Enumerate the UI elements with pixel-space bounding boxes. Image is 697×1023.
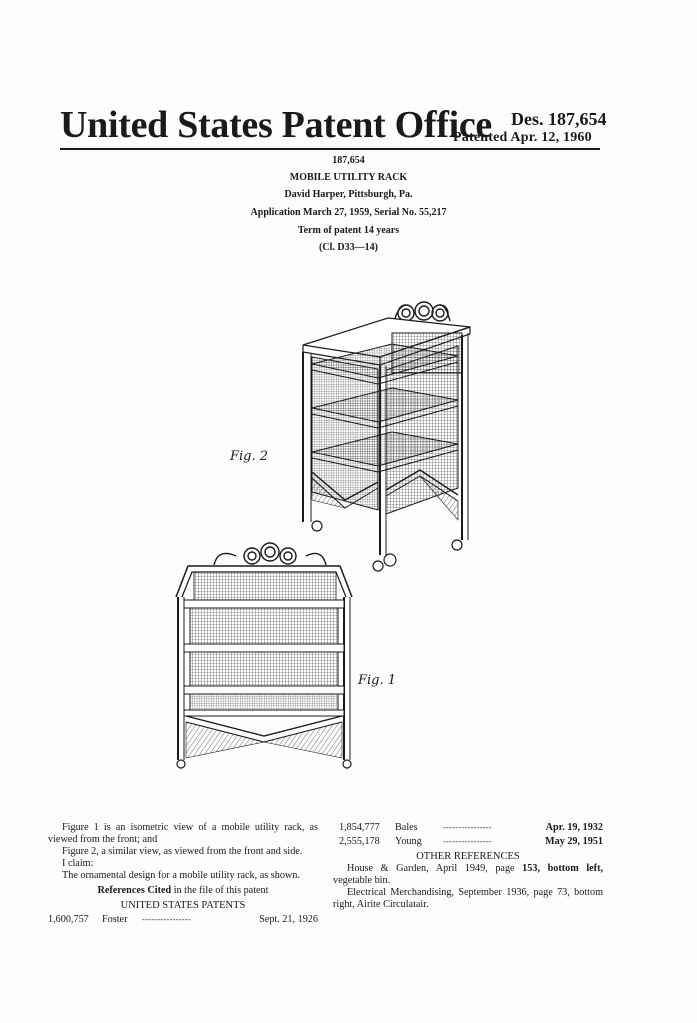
figure-2-label: Fig. 2	[230, 449, 269, 464]
fig2-casters	[312, 521, 462, 571]
right-text-column	[333, 822, 603, 911]
us-patents-heading: UNITED STATES PATENTS	[120, 900, 246, 911]
fig1-shelves	[184, 600, 344, 716]
claim-intro: I claim:	[62, 858, 94, 869]
reference-row: 2,555,178 Young ---------------- May 29, 1951	[339, 836, 603, 847]
reference-row: 1,600,757 Foster ---------------- Sept. 21, 1926	[48, 914, 318, 925]
other-reference-1: House & Garden, April 1949, page 153, bottom left, vegetable bin.	[333, 863, 604, 886]
left-text-column	[48, 822, 318, 926]
references-heading: References Cited in the file of this patent	[97, 885, 269, 896]
patented-date: Patented Apr. 12, 1960	[453, 130, 592, 145]
figure-1-drawing	[176, 543, 352, 768]
design-number: Des. 187,654	[511, 109, 607, 129]
reference-row: 1,854,777 Bales ---------------- Apr. 19, 1932	[339, 822, 603, 833]
fig2-description: Figure 2, a similar view, as viewed from the front and side.	[62, 846, 303, 857]
office-title: United States Patent Office	[60, 104, 492, 146]
other-reference-2: Electrical Merchandising, September 1936, page 73, bottom right, Airite Circulatair.	[333, 887, 603, 910]
patent-title: MOBILE UTILITY RACK	[289, 172, 408, 183]
application-line: Application March 27, 1959, Serial No. 55,217	[250, 207, 447, 218]
title-rule	[60, 148, 600, 150]
claim-text: The ornamental design for a mobile utility rack, as shown.	[62, 870, 300, 881]
fig1-ornament	[214, 543, 326, 565]
patent-drawing	[0, 280, 697, 780]
patent-number: 187,654	[332, 155, 365, 166]
fig1-description: Figure 1 is an isometric view of a mobile utility rack, as viewed from the front; and	[48, 822, 318, 845]
inventor: David Harper, Pittsburgh, Pa.	[284, 189, 413, 200]
figure-1-label: Fig. 1	[358, 673, 397, 688]
other-references-heading: OTHER REFERENCES	[416, 851, 520, 862]
figure-2-drawing	[303, 302, 470, 571]
term-line: Term of patent 14 years	[297, 225, 400, 236]
classification: (Cl. D33—14)	[319, 242, 378, 253]
